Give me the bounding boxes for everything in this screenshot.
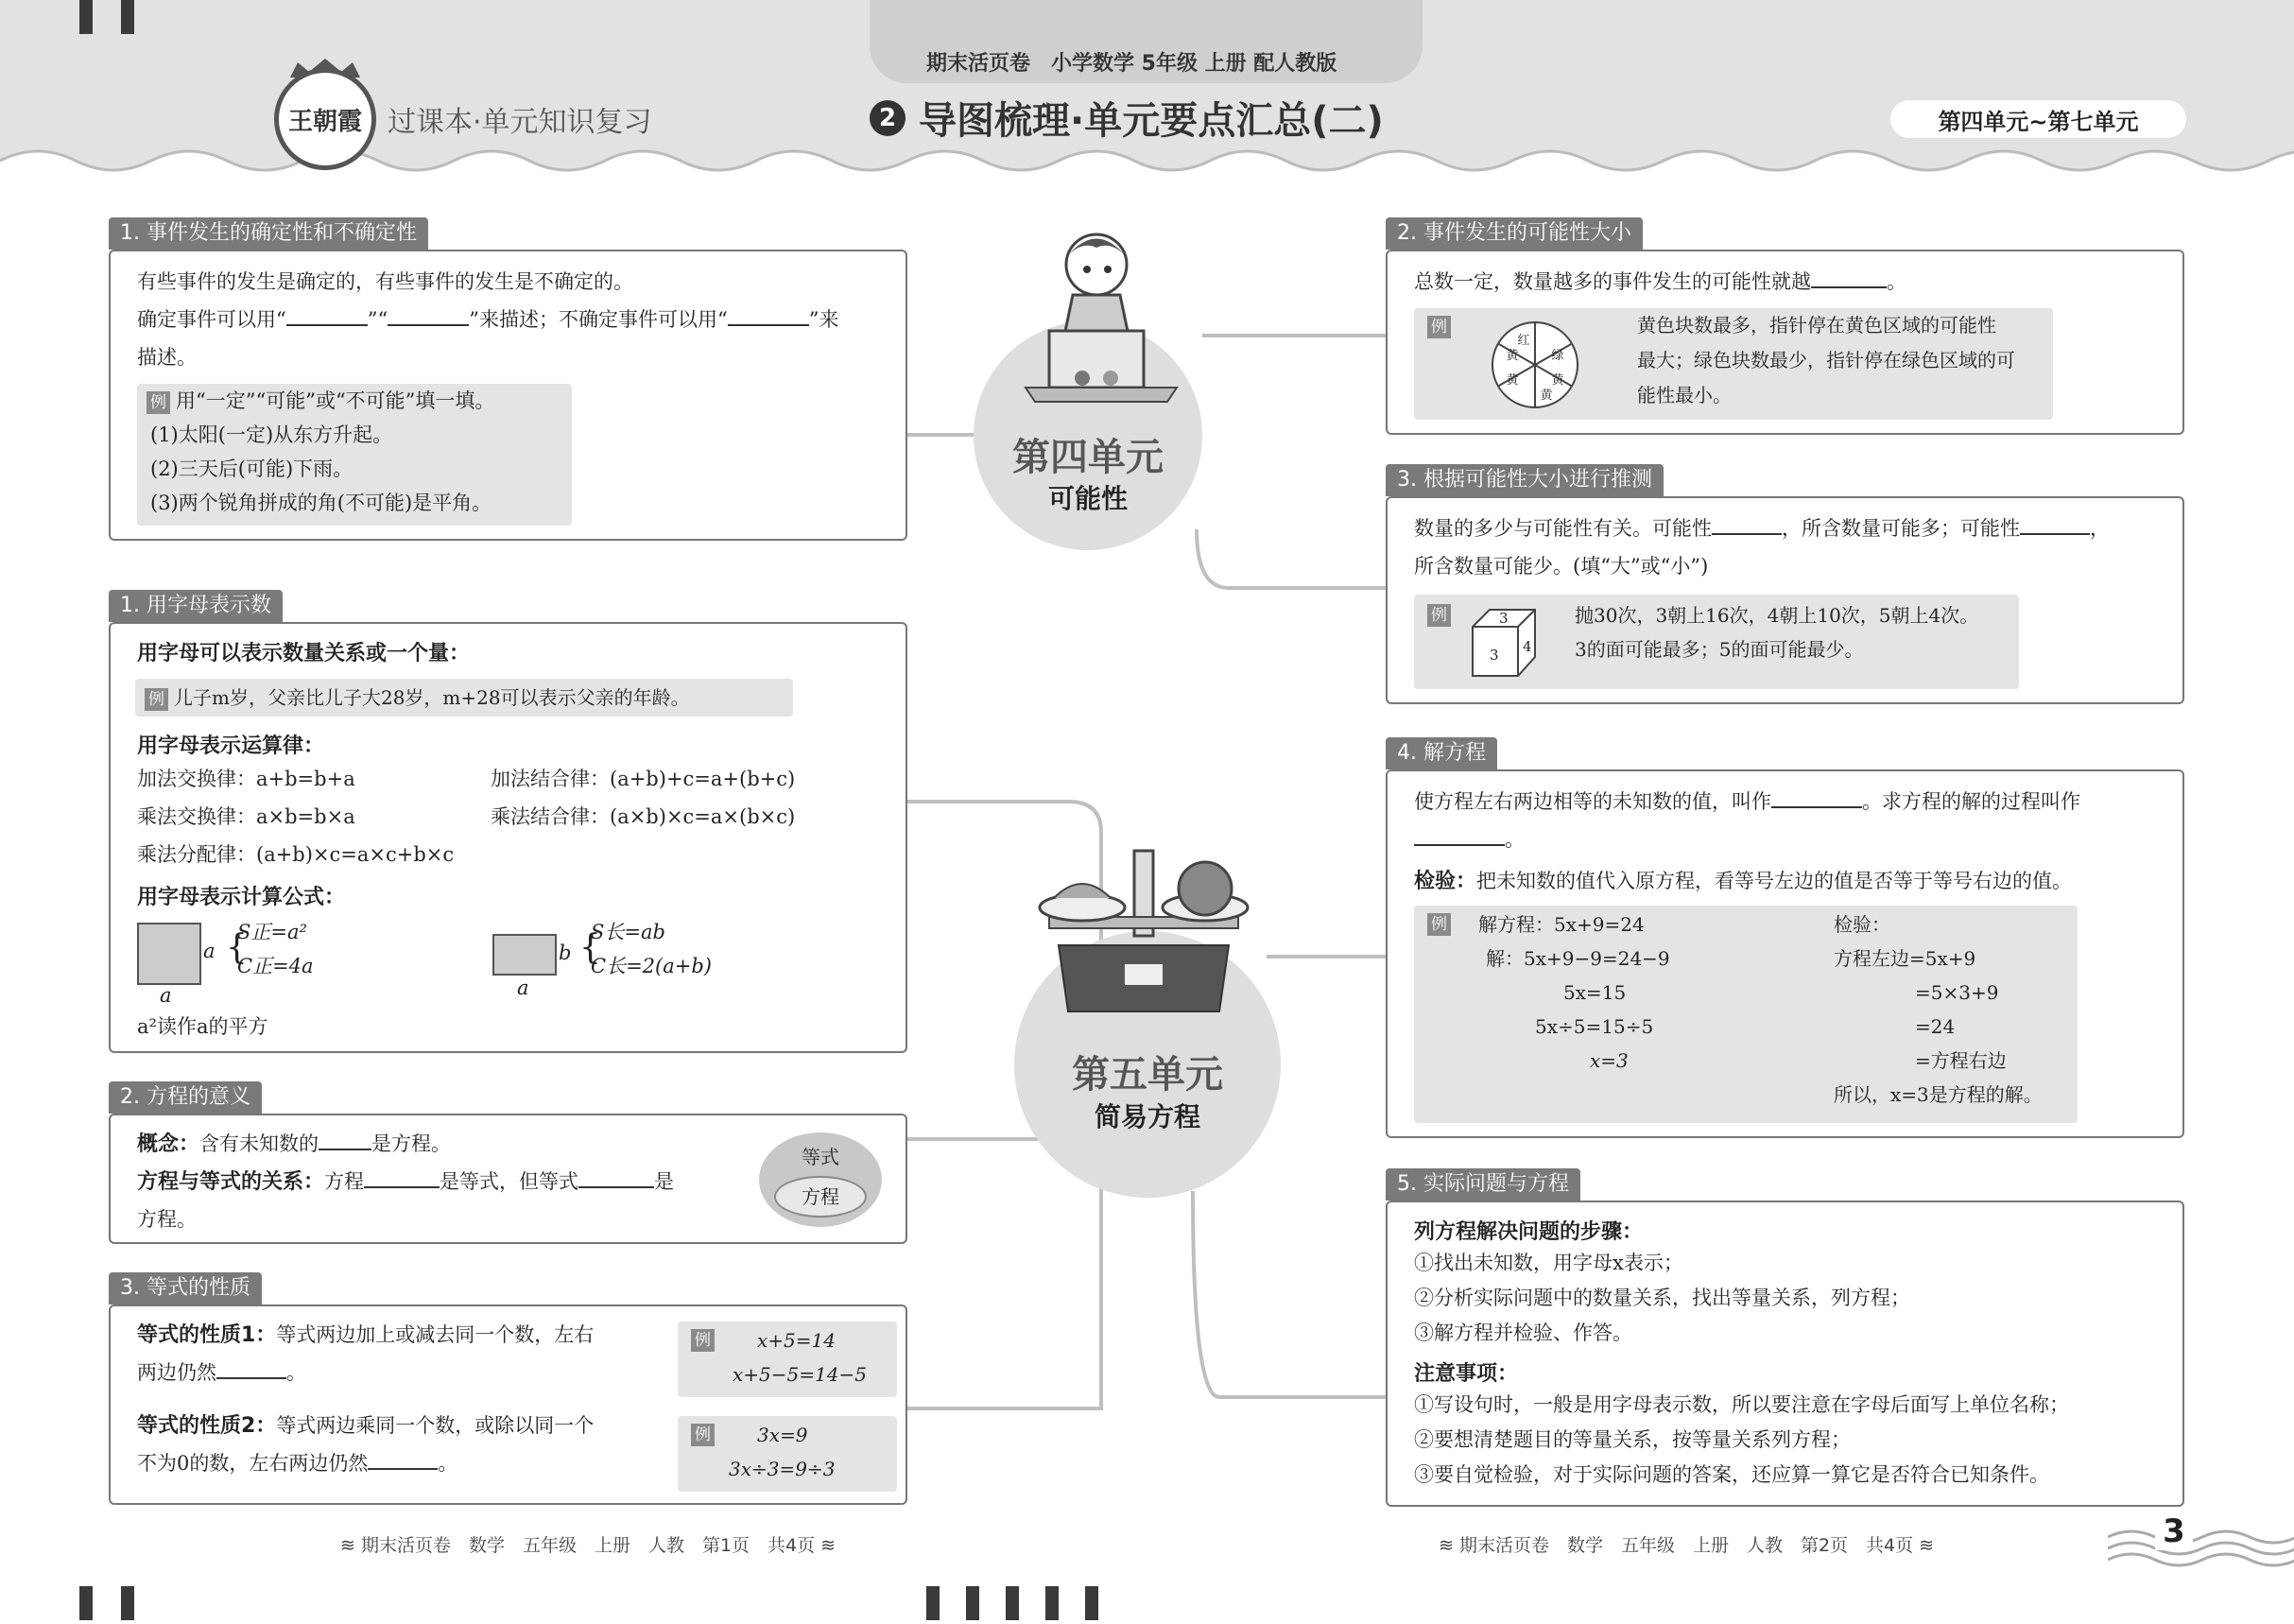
crop-mark [79,1586,93,1620]
text-line: 总数一定，数量越多的事件发生的可能性就越 。 [1414,270,1906,293]
law-line: 乘法分配律：(a+b)×c=a×c+b×c [137,843,455,866]
square-bottom-label: a [160,984,172,1007]
example-panel [1414,595,2019,689]
section-tag: 1. 用字母表示数 [109,590,283,622]
note-line: ①写设句时，一般是用字母表示数，所以要注意在字母后面写上单位名称； [1414,1393,2069,1416]
step-line: ①找出未知数，用字母x表示； [1414,1252,1683,1274]
spinner-icon [1490,320,1580,410]
check-step: =24 [1915,1015,1956,1038]
square-shape [137,923,201,985]
dice-cube-icon [1471,608,1537,678]
subheading: 用字母可以表示数量关系或一个量： [137,642,471,665]
answer-blank[interactable] [1771,806,1862,808]
note-line: ③要自觉检验，对于实际问题的答案，还应算一算它是否符合已知条件。 [1414,1463,2049,1486]
crop-mark [926,1586,940,1620]
venn-outer-label: 等式 [802,1146,839,1168]
rectangle-side-label: b [559,942,572,964]
check-step: 检验： [1834,913,1890,936]
text-line: 方程。 [137,1208,197,1231]
answer-blank[interactable] [2020,533,2090,535]
solution-step: 5x÷5=15÷5 [1535,1015,1654,1038]
text-line: 方程与等式的关系：方程 是等式，但等式 是 [137,1170,675,1194]
note-line: a²读作a的平方 [137,1015,268,1038]
text-line: 。 [1414,821,1525,858]
cube-face-label: 4 [1523,638,1532,655]
answer-blank[interactable] [286,324,368,326]
spinner-label: 红 [1517,334,1530,348]
section-tag: 5. 实际问题与方程 [1386,1168,1580,1201]
spinner-label: 绿 [1551,349,1564,363]
example-line: 用“一定”“可能”或“不可能”填一填。 [176,389,495,412]
law-line: 加法交换律：a+b=b+a [137,768,355,790]
example-line: 3x÷3=9÷3 [729,1458,836,1480]
spinner-label: 黄 [1506,349,1519,363]
example-line: 最大；绿色块数最少，指针停在绿色区域的可 [1637,349,2015,371]
section-tag: 4. 解方程 [1386,737,1497,769]
law-line: 加法结合律：(a+b)+c=a+(b+c) [491,768,796,790]
text-line: 确定事件可以用“ ”“ ”来描述；不确定事件可以用“ ”来 [137,308,839,331]
unit-range-badge: 第四单元~第七单元 [1890,100,2186,138]
answer-blank[interactable] [319,1149,371,1150]
rectangle-area-formula: S长=ab [591,921,665,943]
word-problems-box [1386,1201,2184,1507]
example-line: 能性最小。 [1637,384,1732,406]
example-label: 例 [1427,316,1451,338]
example-panel [137,384,572,526]
answer-blank[interactable] [1414,844,1505,846]
solving-equations-box [1386,769,2184,1138]
boy-with-box-icon [1016,227,1186,406]
example-line: 黄色块数最多，指针停在黄色区域的可能性 [1637,314,1996,337]
certainty-box [109,250,907,541]
step-line: ③解方程并检验、作答。 [1414,1322,1632,1344]
example-line: 儿子m岁，父亲比儿子大28岁，m+28可以表示父亲的年龄。 [174,686,690,709]
solution-step: 解方程：5x+9=24 [1478,913,1645,936]
crop-mark [1045,1586,1059,1620]
spinner-label: 黄 [1506,373,1519,388]
square-area-formula: S正=a² [237,921,307,943]
answer-blank[interactable] [728,324,809,326]
text-line: 数量的多少与可能性有关。可能性 ，所含数量可能多；可能性 ， [1414,517,2110,540]
letters-box [109,622,907,1053]
text-line: 概念：含有未知数的 是方程。 [137,1132,452,1156]
note-line: ②要想清楚题目的等量关系，按等量关系列方程； [1414,1428,1851,1451]
header-top-text: 期末活页卷 小学数学 5年级 上册 配人教版 [926,52,1337,76]
cube-face-label: 3 [1490,647,1499,664]
unit4-subtitle: 可能性 [1047,483,1128,514]
answer-blank[interactable] [216,1377,286,1379]
check-step: =5×3+9 [1915,981,1999,1004]
crop-mark [121,1586,134,1620]
spinner-label: 黄 [1551,373,1564,388]
example-panel [1414,308,2053,420]
text-line: 检验：把未知数的值代入原方程，看等号左边的值是否等于等号右边的值。 [1414,870,2073,893]
example-label: 例 [1427,604,1451,627]
text-line: 描述。 [137,346,197,369]
answer-blank[interactable] [1712,533,1782,535]
example-line: 3的面可能最多；5的面可能最少。 [1575,638,1864,661]
equation-meaning-box [109,1114,907,1244]
step-line: ②分析实际问题中的数量关系，找出等量关系，列方程； [1414,1287,1910,1309]
answer-blank[interactable] [368,1468,438,1470]
unit4-title: 第四单元 [1012,436,1164,479]
brand-logo: 王朝霞 [274,68,376,170]
text-line: 不为0的数，左右两边仍然 。 [137,1452,458,1475]
example-label: 例 [147,391,170,414]
example-panel [678,1322,897,1397]
example-line: 抛30次，3朝上16次，4朝上10次，5朝上4次。 [1575,604,1979,627]
solution-step: 5x=15 [1563,981,1627,1004]
text-line: 所含数量可能少。(填“大”或“小”) [1414,555,1709,578]
check-step: 方程左边=5x+9 [1834,947,1976,970]
section-tag: 3. 根据可能性大小进行推测 [1386,464,1664,496]
text-line: 有些事件的发生是确定的，有些事件的发生是不确定的。 [137,270,633,293]
section-tag: 3. 等式的性质 [109,1272,262,1304]
example-line: 3x=9 [757,1424,808,1446]
section-tag: 2. 事件发生的可能性大小 [1386,217,1643,250]
equality-venn-outer [759,1132,882,1227]
example-line: (3)两个锐角拼成的角(不可能)是平角。 [150,492,492,514]
section-tag: 1. 事件发生的确定性和不确定性 [109,217,428,250]
unit5-subtitle: 简易方程 [1094,1101,1200,1132]
solution-step: x=3 [1590,1049,1629,1072]
answer-blank[interactable] [1811,286,1887,288]
check-step: =方程右边 [1915,1049,2007,1072]
venn-inner-label: 方程 [802,1185,839,1208]
text-line: 等式的性质2：等式两边乘同一个数，或除以同一个 [137,1414,595,1438]
crop-mark [1085,1586,1098,1620]
subheading: 用字母表示运算律： [137,734,325,758]
example-label: 例 [145,688,168,711]
text-line: 使方程左右两边相等的未知数的值，叫作 。求方程的解的过程叫作 [1414,790,2080,813]
header-subtitle: 过课本·单元知识复习 [388,106,652,139]
text-line: 两边仍然 。 [137,1361,306,1384]
example-line: (1)太阳(一定)从东方升起。 [150,423,393,446]
subheading: 列方程解决问题的步骤： [1414,1220,1644,1244]
subheading: 注意事项： [1414,1362,1519,1386]
example-panel [1414,906,2078,1123]
answer-blank[interactable] [578,1186,654,1188]
example-label: 例 [691,1424,715,1446]
rectangle-bottom-label: a [517,976,529,999]
square-perimeter-formula: C正=4a [237,955,314,977]
check-step: 所以，x=3是方程的解。 [1834,1083,2043,1106]
footer-right: ≋ 期末活页卷 数学 五年级 上册 人教 第2页 共4页 ≋ [1439,1535,1935,1556]
inference-box [1386,496,2184,704]
answer-blank[interactable] [388,324,469,326]
brace: { [579,928,601,967]
example-label: 例 [691,1329,715,1352]
section-tag: 2. 方程的意义 [109,1081,262,1114]
example-panel [678,1416,897,1492]
law-line: 乘法结合律：(a×b)×c=a×(b×c) [491,805,796,828]
balance-scale-icon [1030,841,1257,1021]
unit5-title: 第五单元 [1072,1053,1223,1097]
crop-mark [1006,1586,1019,1620]
footer-left: ≋ 期末活页卷 数学 五年级 上册 人教 第1页 共4页 ≋ [340,1535,837,1556]
example-panel [135,679,793,717]
example-line: x+5=14 [757,1329,836,1352]
example-label: 例 [1427,913,1451,936]
crop-mark [966,1586,979,1620]
law-line: 乘法交换律：a×b=b×a [137,805,355,828]
example-line: (2)三天后(可能)下雨。 [150,458,354,480]
brace: { [226,928,248,967]
rectangle-shape [492,934,557,976]
equation-venn-inner [774,1176,867,1218]
possibility-size-box [1386,250,2184,435]
equality-properties-box [109,1304,907,1505]
cube-face-label: 3 [1499,610,1509,627]
page-number: 3 [2155,1512,2193,1550]
text-line: 等式的性质1：等式两边加上或减去同一个数，左右 [137,1323,595,1347]
example-line: x+5−5=14−5 [733,1363,867,1386]
section-number-badge: 2 [870,100,906,136]
answer-blank[interactable] [364,1186,440,1188]
square-side-label: a [203,940,216,962]
page-title-text: 导图梳理·单元要点汇总(二) [919,99,1384,143]
page-number-wave [2108,1522,2294,1569]
subheading: 用字母表示计算公式： [137,886,346,909]
spinner-label: 黄 [1540,389,1553,403]
solution-step: 解：5x+9−9=24−9 [1486,947,1670,970]
rectangle-perimeter-formula: C长=2(a+b) [591,955,712,977]
